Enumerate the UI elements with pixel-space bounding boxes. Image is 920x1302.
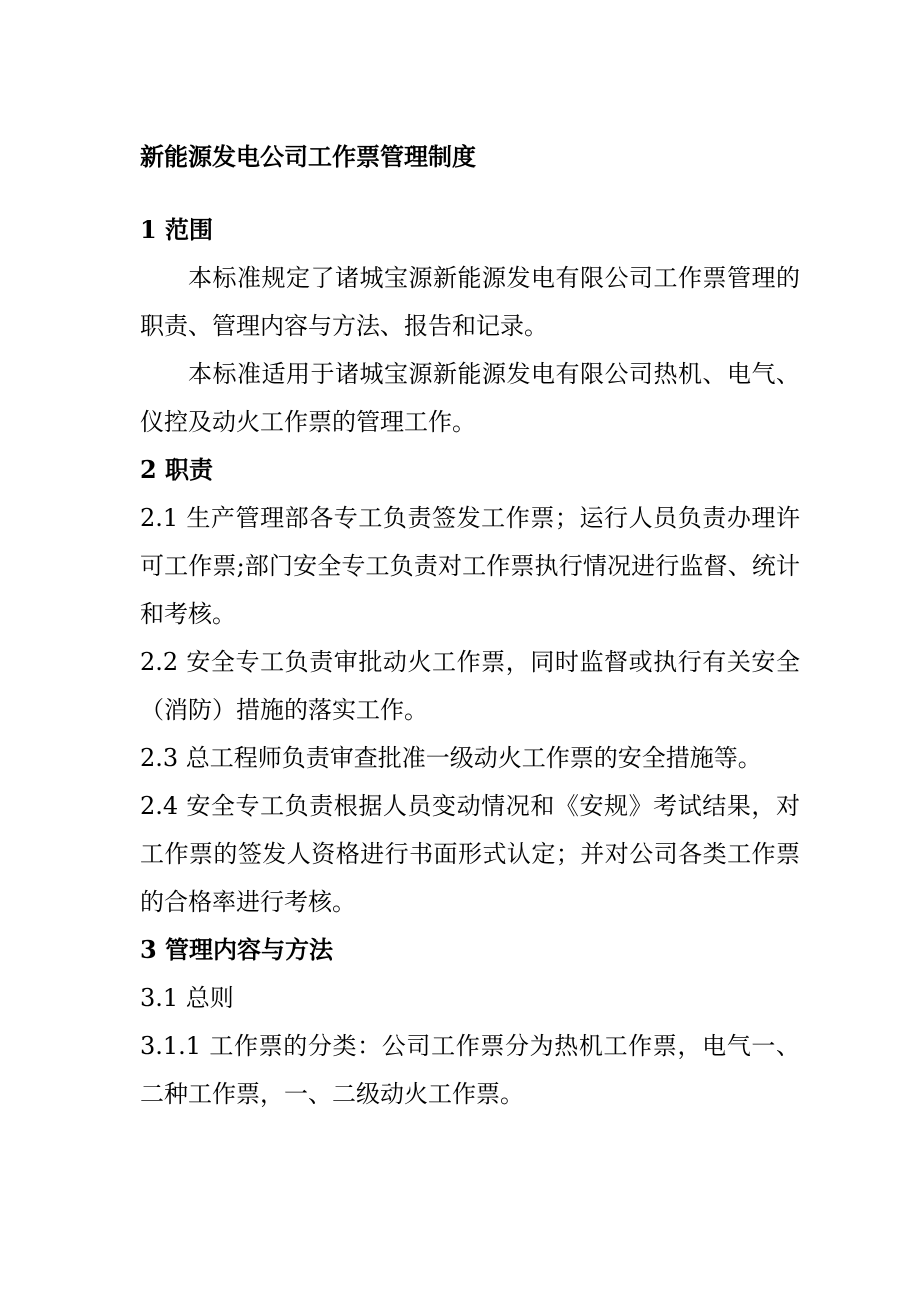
section-2-clause-2-3: 2.3 总工程师负责审查批准一级动火工作票的安全措施等。 [140, 744, 762, 772]
document-title: 新能源发电公司工作票管理制度 [140, 142, 476, 171]
section-3-heading: 3 管理内容与方法 [140, 935, 334, 964]
section-3-clause-3-1-1: 3.1.1 工作票的分类：公司工作票分为热机工作票，电气一、二种工作票，一、二级动火工作票。 [140, 1032, 800, 1108]
section-2-heading: 2 职责 [140, 455, 214, 484]
document-body [140, 206, 800, 1118]
section-1-paragraph-2: 本标准适用于诸城宝源新能源发电有限公司热机、电气、仪控及动火工作票的管理工作。 [140, 360, 800, 436]
section-3-1-heading: 3.1 总则 [140, 984, 234, 1012]
section-2-clause-2-1: 2.1 生产管理部各专工负责签发工作票；运行人员负责办理许可工作票;部门安全专工负责对工作票执行情况进行监督、统计和考核。 [140, 504, 800, 628]
section-2-clause-2-4: 2.4 安全专工负责根据人员变动情况和《安规》考试结果，对工作票的签发人资格进行书面形式认定；并对公司各类工作票的合格率进行考核。 [140, 792, 800, 916]
section-1-heading: 1 范围 [140, 215, 214, 244]
section-2-clause-2-2: 2.2 安全专工负责审批动火工作票，同时监督或执行有关安全（消防）措施的落实工作。 [140, 648, 800, 724]
section-1-paragraph-1: 本标准规定了诸城宝源新能源发电有限公司工作票管理的职责、管理内容与方法、报告和记录。 [140, 264, 800, 340]
